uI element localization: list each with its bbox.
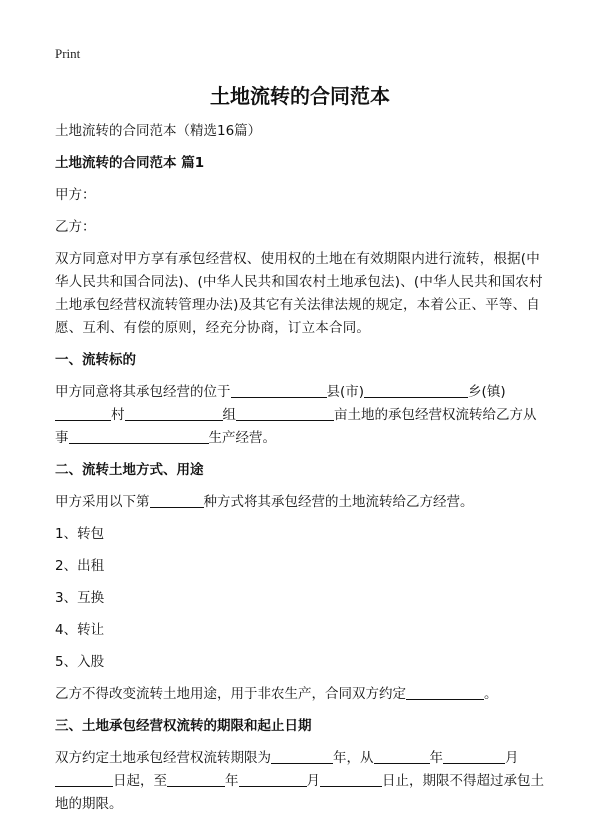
text-fragment: 日止，期限不得超过承包土地的期限。 bbox=[55, 773, 544, 812]
blank-line bbox=[239, 771, 307, 787]
text-fragment: 乡(镇) bbox=[468, 384, 506, 400]
text-fragment: 甲方同意将其承包经营的位于 bbox=[55, 384, 231, 400]
list-item: 5、入股 bbox=[55, 654, 105, 670]
text-fragment: 种方式将其承包经营的土地流转给乙方经营。 bbox=[203, 494, 474, 510]
blank-line bbox=[406, 684, 484, 700]
list-item: 2、出租 bbox=[55, 558, 105, 574]
blank-line bbox=[443, 748, 505, 764]
clause-2-restriction bbox=[55, 683, 545, 706]
text-fragment: 村 bbox=[111, 407, 125, 423]
text-fragment: 年，从 bbox=[333, 750, 374, 766]
blank-line bbox=[167, 771, 225, 787]
text-fragment: 日起，至 bbox=[113, 773, 167, 789]
text-fragment: 。 bbox=[484, 686, 498, 702]
intro-paragraph: 双方同意对甲方享有承包经营权、使用权的土地在有效期限内进行流转，根据(中华人民共和国合同法)、(中华人民共和国农村土地承包法)、(中华人民共和国农村土地承包经营权流转管理办法)及其它有关法律法规的规定，本着公正、平等、自愿、互利、有偿的原则，经充分协商，订立本合同。 bbox=[55, 251, 543, 336]
blank-line bbox=[374, 748, 430, 764]
text-fragment: 亩土地的承包经营权流转给乙方从事 bbox=[55, 407, 537, 446]
text-fragment: 年 bbox=[225, 773, 239, 789]
party-a-label: 甲方： bbox=[55, 187, 96, 203]
blank-line bbox=[125, 405, 223, 421]
clause-1-text bbox=[55, 381, 545, 450]
blank-line bbox=[236, 405, 334, 421]
text-fragment: 月 bbox=[306, 773, 320, 789]
page-title: 土地流转的合同范本 bbox=[210, 84, 390, 108]
blank-line bbox=[320, 771, 382, 787]
text-fragment: 县(市) bbox=[326, 384, 365, 400]
text-fragment: 组 bbox=[222, 407, 236, 423]
party-b-label: 乙方： bbox=[55, 219, 96, 235]
section-heading: 土地流转的合同范本 篇1 bbox=[55, 155, 205, 171]
text-fragment: 月 bbox=[505, 750, 519, 766]
document-subtitle: 土地流转的合同范本（精选16篇） bbox=[55, 123, 262, 139]
blank-line bbox=[231, 382, 327, 398]
clause-3-heading: 三、土地承包经营权流转的期限和起止日期 bbox=[55, 718, 312, 734]
list-item: 4、转让 bbox=[55, 622, 105, 638]
clause-1-heading: 一、流转标的 bbox=[55, 352, 136, 368]
blank-line bbox=[271, 748, 333, 764]
blank-line bbox=[364, 382, 468, 398]
text-fragment: 乙方不得改变流转土地用途，用于非农生产，合同双方约定 bbox=[55, 686, 406, 702]
list-item: 3、互换 bbox=[55, 590, 105, 606]
document-body bbox=[55, 120, 545, 816]
clause-2-heading: 二、流转土地方式、用途 bbox=[55, 462, 204, 478]
clause-3-text bbox=[55, 747, 545, 816]
list-item: 1、转包 bbox=[55, 526, 105, 542]
text-fragment: 甲方采用以下第 bbox=[55, 494, 150, 510]
text-fragment: 年 bbox=[429, 750, 443, 766]
clause-2-text bbox=[55, 491, 545, 514]
blank-line bbox=[55, 771, 113, 787]
text-fragment: 生产经营。 bbox=[208, 430, 276, 446]
text-fragment: 双方约定土地承包经营权流转期限为 bbox=[55, 750, 271, 766]
print-link[interactable]: Print bbox=[55, 46, 81, 61]
blank-line bbox=[150, 492, 204, 508]
blank-line bbox=[69, 428, 209, 444]
blank-line bbox=[55, 405, 111, 421]
